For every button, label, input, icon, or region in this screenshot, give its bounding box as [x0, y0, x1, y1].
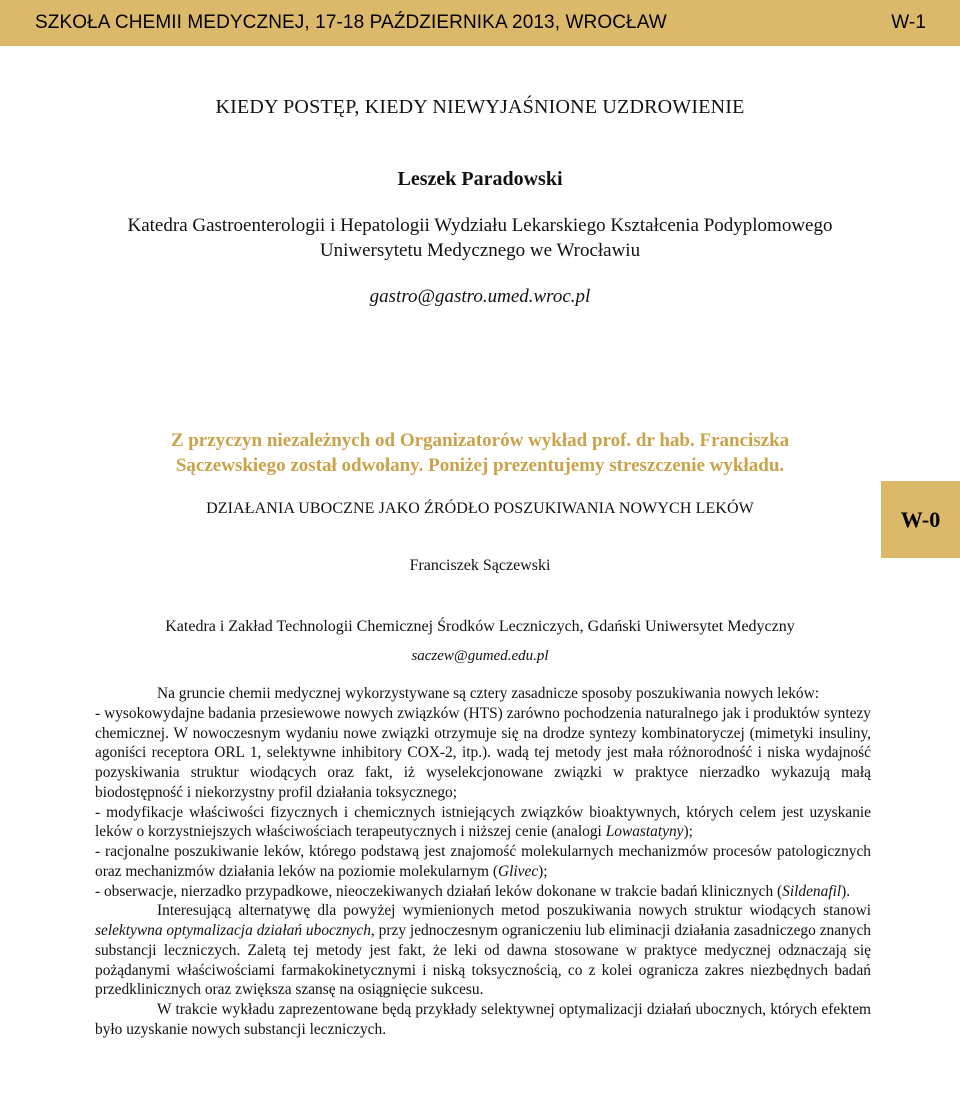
- abstract-body: [95, 684, 871, 1040]
- affiliation-line: Uniwersytetu Medycznego we Wrocławiu: [319, 240, 641, 261]
- paragraph-closing: W trakcie wykładu zaprezentowane będą przykłady selektywnej optymalizacji działań ubocznych, których efektem było uzyskanie nowych substancji leczniczych.: [95, 1001, 871, 1038]
- abstract-affiliation: Katedra i Zakład Technologii Chemicznej Środków Leczniczych, Gdański Uniwersytet Medyczny: [165, 618, 795, 635]
- abstract-author: Franciszek Sączewski: [409, 557, 551, 574]
- lecture-affiliation: [0, 213, 960, 263]
- abstract-code: W-0: [900, 506, 941, 532]
- paragraph-intro: Na gruncie chemii medycznej wykorzystywane są cztery zasadnicze sposoby poszukiwania nowych leków:: [157, 685, 819, 702]
- conference-title: SZKOŁA CHEMII MEDYCZNEJ, 17-18 PAŹDZIERNIKA 2013, WROCŁAW: [35, 12, 667, 33]
- cancellation-notice: [0, 428, 960, 478]
- author-email: gastro@gastro.umed.wroc.pl: [369, 286, 591, 307]
- lecture-author: Leszek Paradowski: [397, 168, 563, 190]
- paragraph-alternative: Interesującą alternatywę dla powyżej wymienionych metod poszukiwania nowych struktur wiodących stanowi selektywna optymalizacja działań ubocznych, przy jednoczesnym ograniczeniu lub eliminacji działania zasadniczego znanych substancji leczniczych. Zaletą tej metody jest fakt, że leki od dawna stosowane w praktyce medycznej odznaczają się pożądanymi właściwościami farmakokinetycznymi i niską toksycznością, co z kolei ogranicza zakres niezbędnych badań przedklinicznych oraz zwiększa szansę na osiągnięcie sukcesu.: [95, 902, 871, 999]
- list-item-hts: - wysokowydajne badania przesiewowe nowych związków (HTS) zarówno pochodzenia naturalnego jak i produktów syntezy chemicznej. W nowoczesnym wydaniu nowe związki otrzymuje się na drodze syntezy kombinatoryczej (mimetyki insuliny, agoniści receptora ORL 1, selektywne inhibitory COX-2, itp.). wadą tej metody jest mała różnorodność i niska wydajność pozyskiwania struktur wiodących oraz fakt, iż wyselekcjonowane związki w praktyce nierzadko wykazują małą biodostępność i niekorzystny profil działania toksycznego;: [95, 704, 871, 801]
- list-item-modifications: - modyfikacje właściwości fizycznych i chemicznych istniejących związków bioaktywnych, których celem jest uzyskanie leków o korzystniejszych właściwościach terapeutycznych i niższej cenie (analogi Lowastatyny);: [95, 803, 871, 841]
- list-item-rational-design: - racjonalne poszukiwanie leków, którego podstawą jest znajomość molekularnych mechanizmów procesów patologicznych oraz mechanizmów działania leków na poziomie molekularnym (Glivec);: [95, 843, 871, 880]
- header-band: [0, 0, 960, 46]
- affiliation-line: Katedra Gastroenterologii i Hepatologii Wydziału Lekarskiego Kształcenia Podyplomowego: [127, 215, 833, 236]
- notice-line: Z przyczyn niezależnych od Organizatorów wykład prof. dr hab. Franciszka: [170, 430, 790, 451]
- abstract-email: saczew@gumed.edu.pl: [411, 648, 549, 664]
- notice-line: Sączewskiego został odwołany. Poniżej prezentujemy streszczenie wykładu.: [175, 455, 785, 476]
- abstract-code-badge: [881, 481, 960, 558]
- list-item-observations: - obserwacje, nierzadko przypadkowe, nieoczekiwanych działań leków dokonane w trakcie badań klinicznych (Sildenafil).: [95, 882, 851, 900]
- page-code: W-1: [891, 12, 926, 33]
- abstract-title: DZIAŁANIA UBOCZNE JAKO ŹRÓDŁO POSZUKIWANIA NOWYCH LEKÓW: [206, 500, 754, 517]
- lecture-title: KIEDY POSTĘP, KIEDY NIEWYJAŚNIONE UZDROWIENIE: [215, 96, 745, 118]
